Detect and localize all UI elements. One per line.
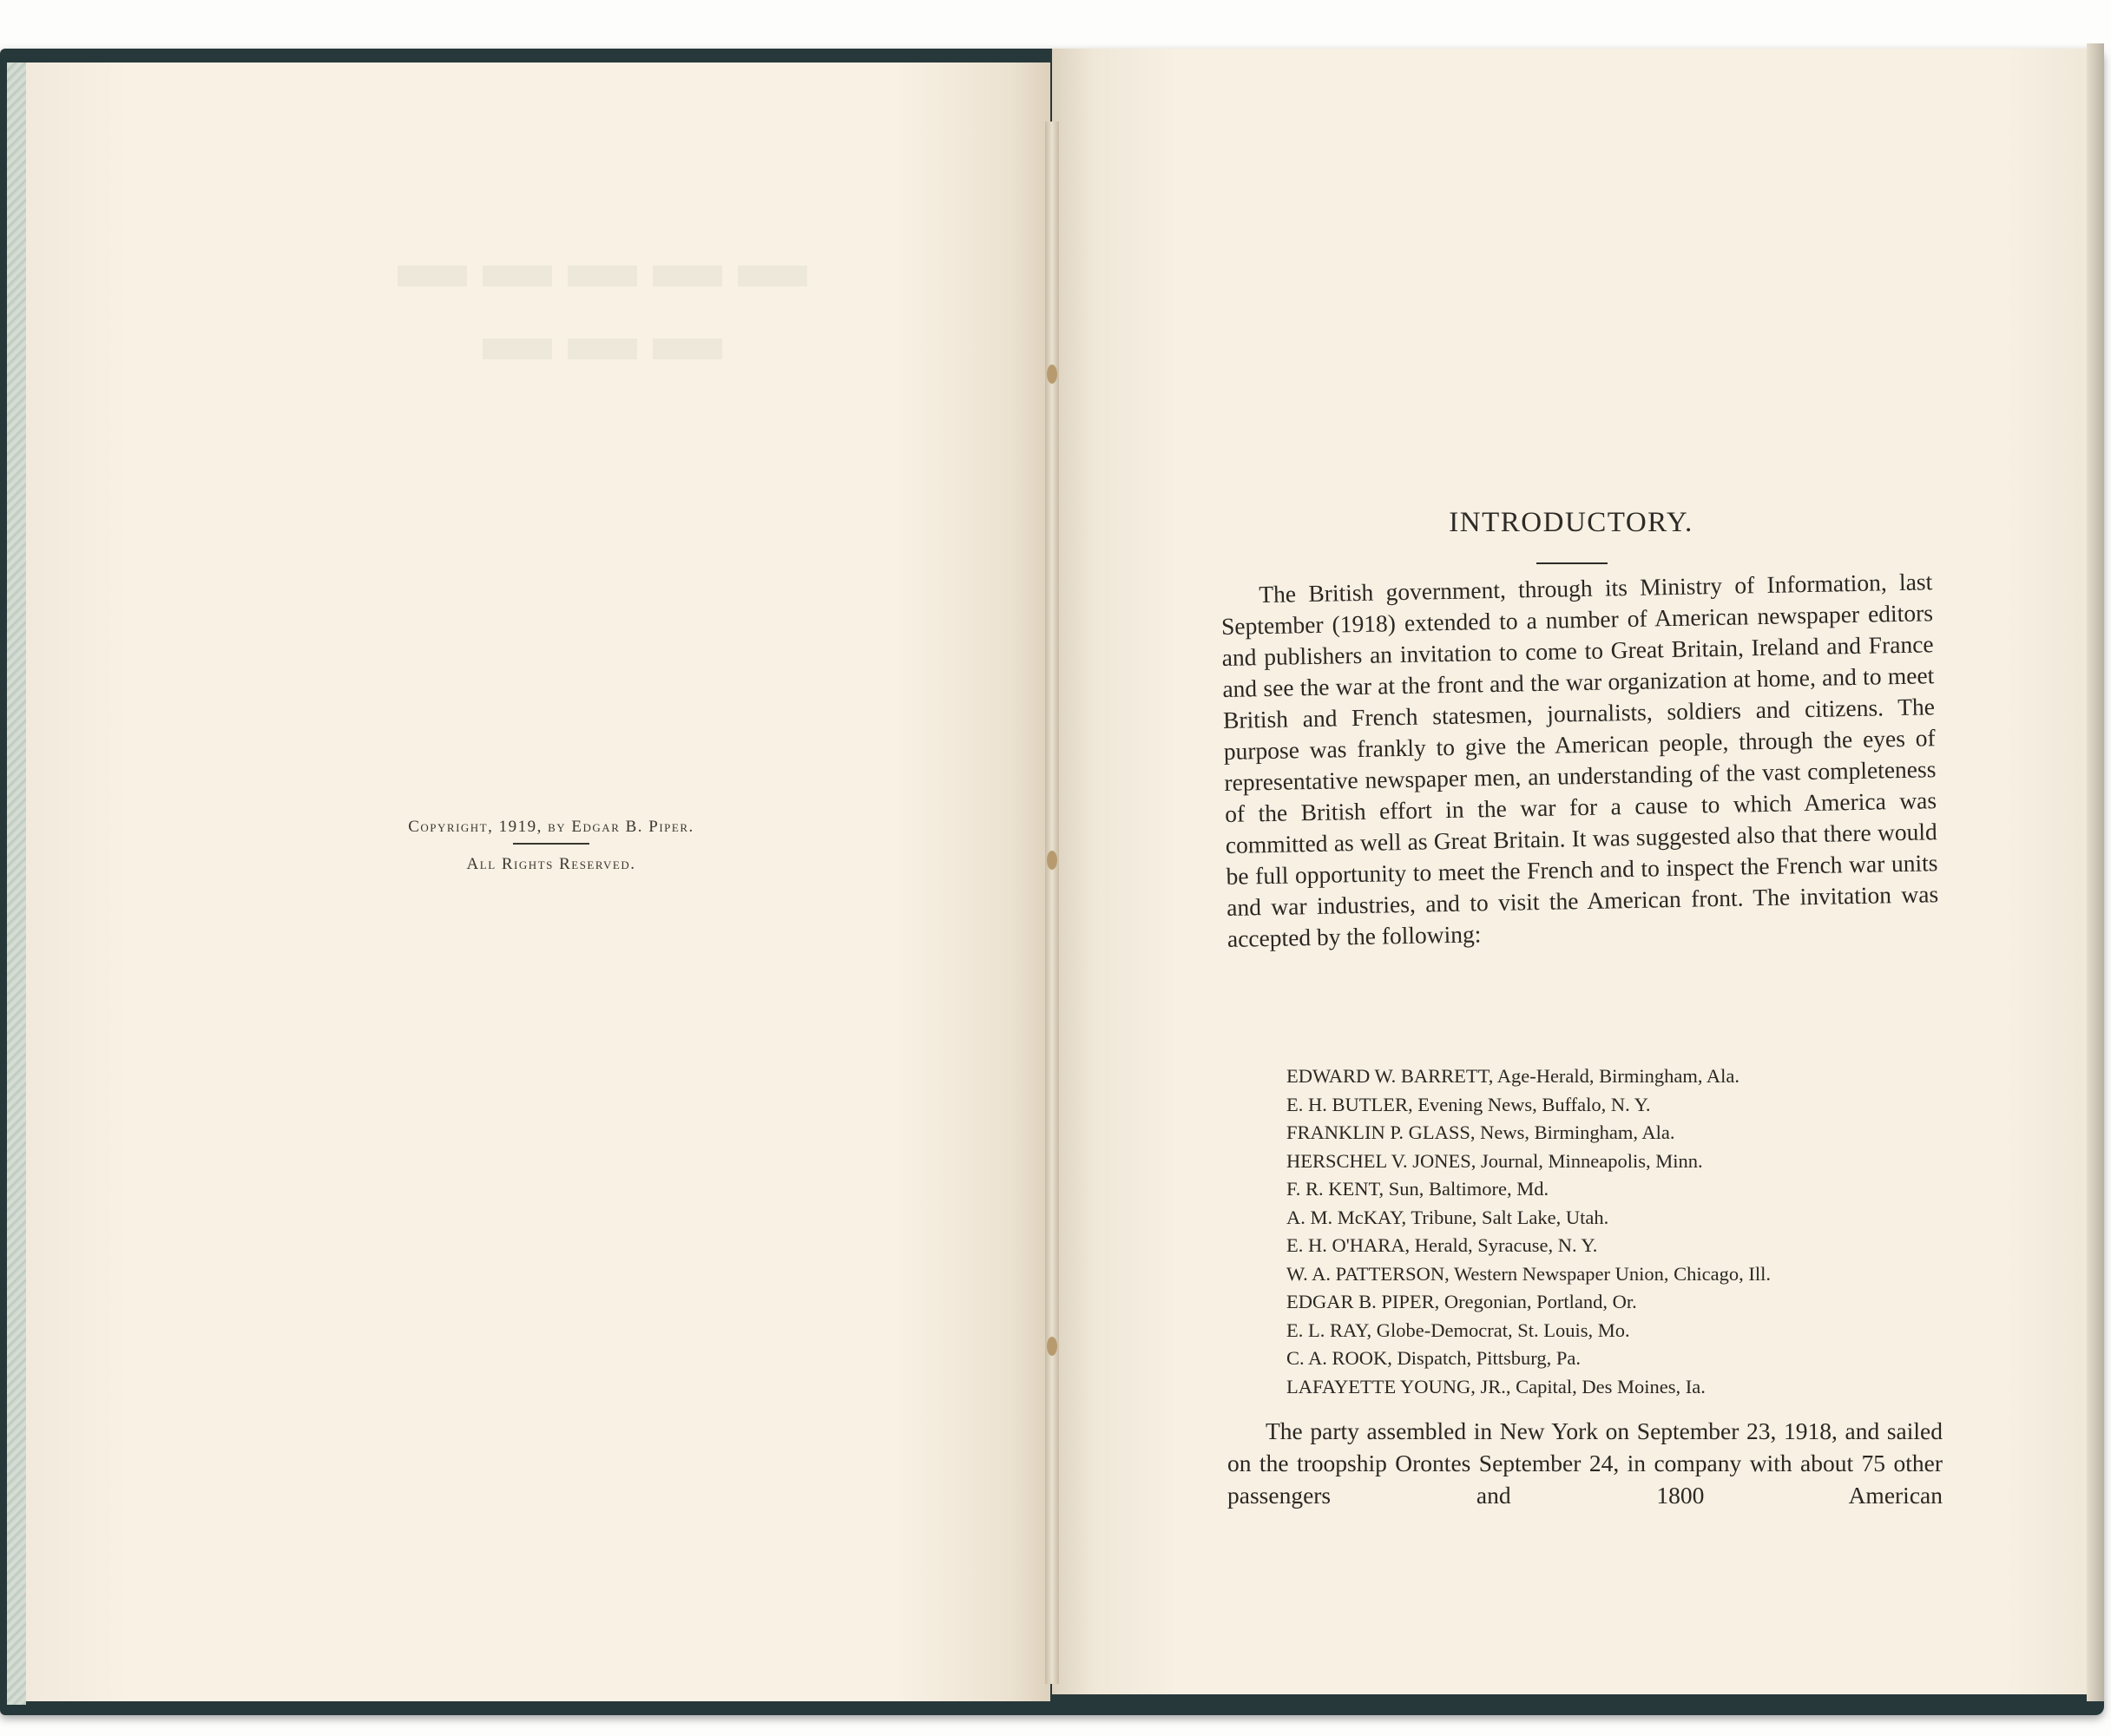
copyright-rule [513,843,589,845]
book-gutter [1045,122,1059,1684]
list-item: C. A. ROOK, Dispatch, Pittsburg, Pa. [1286,1347,1581,1369]
list-item: E. L. RAY, Globe-Democrat, St. Louis, Mo. [1286,1318,1630,1341]
chapter-heading: INTRODUCTORY. [1449,507,1693,538]
endpaper-edge [7,62,26,1705]
binding-stitch [1047,851,1057,870]
paragraph-text: The British government, through its Ministry of Information, last September (1918) extended to a number of American newspaper editors and publishers an invitation to come to Great Britain, Ireland and France and see the war at the front and the war organization at home, and to meet British and French statesmen, journalists, soldiers and citizens. The purpose was frankly to give the American people, through the eyes of representative newspaper men, an understanding of the vast completeness of the British effort in the war for a cause to which America was committed as well as Great Britain. It was suggested also that there would be full opportunity to meet the French and to inspect the French war units and war industries, and to visit the American front. The invitation was accepted by the following: [1220,568,1939,952]
binding-stitch [1047,1337,1057,1356]
intro-paragraph [1220,566,1939,955]
list-item: LAFAYETTE YOUNG, JR., Capital, Des Moines, Ia. [1286,1375,1706,1397]
list-item: HERSCHEL V. JONES, Journal, Minneapolis, Minn. [1286,1149,1703,1172]
rights-line: All Rights Reserved. [466,855,636,873]
list-item: E. H. BUTLER, Evening News, Buffalo, N. Y. [1286,1093,1651,1115]
list-item: A. M. McKAY, Tribune, Salt Lake, Utah. [1286,1206,1609,1228]
closing-paragraph [1227,1415,1943,1511]
list-item: EDWARD W. BARRETT, Age-Herald, Birmingham, Ala. [1286,1065,1740,1087]
list-item: FRANKLIN P. GLASS, News, Birmingham, Ala. [1286,1121,1675,1143]
binding-stitch [1047,365,1057,384]
copyright-line: Copyright, 1919, by Edgar B. Piper. [408,818,694,836]
attendee-list [1286,1062,1946,1401]
list-item: W. A. PATTERSON, Western Newspaper Union, Chicago, Ill. [1286,1262,1771,1285]
list-item: EDGAR B. PIPER, Oregonian, Portland, Or. [1286,1291,1637,1312]
paragraph-text: The party assembled in New York on September 23, 1918, and sailed on the troopship Orontes September 24, in company with about 75 other passengers and 1800 American [1227,1417,1943,1509]
heading-rule [1536,562,1608,564]
page-block-edge [2087,43,2104,1701]
list-item: E. H. O'HARA, Herald, Syracuse, N. Y. [1286,1234,1598,1256]
show-through-shadow: ▬▬▬▬▬ ▬▬▬ [382,226,807,375]
list-item: F. R. KENT, Sun, Baltimore, Md. [1286,1178,1549,1200]
copyright-notice [365,818,738,874]
